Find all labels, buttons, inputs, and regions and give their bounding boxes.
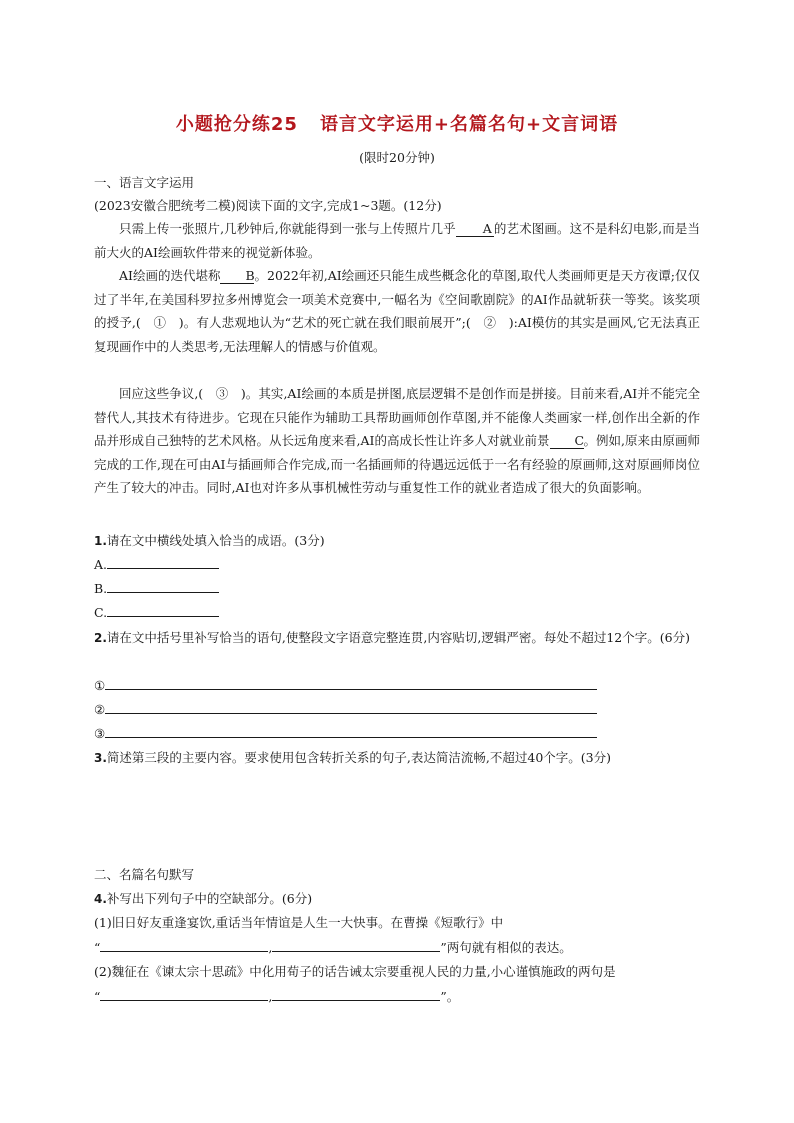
q4-s1-end: 两句就有相似的表达。 (446, 940, 572, 955)
answer-row-2 (94, 698, 700, 722)
close-quote-2: ”。 (440, 989, 460, 1004)
q4-text: 补写出下列句子中的空缺部分。(6分) (106, 891, 313, 906)
answer-row-c (94, 601, 700, 625)
answer-row-a (94, 553, 700, 577)
paragraph-2 (94, 264, 700, 358)
answer-row-1 (94, 674, 700, 698)
blank-c[interactable]: C (550, 433, 584, 449)
q2-text: 请在文中括号里补写恰当的语句,使整段文字语意完整连贯,内容贴切,逻辑严密。每处不超过12个字。(6分) (106, 630, 690, 645)
q4-line-1b[interactable] (272, 937, 440, 952)
p3-text-b: 。例如,原来由原画师完成的工作,现在可由AI与插画师合作完成,而一名插画师的待遇远远低于一名有经验的原画师,这对原画师岗位产生了较大的冲击。同时,AI也对许多从事机械性劳动与重复性工作的就业者造成了很大的负面影响。 (94, 433, 700, 496)
answer-line-1[interactable] (105, 675, 597, 690)
p1-text-b: 的艺术图画。这不是科幻电影,而是当前大火的AI绘画软件带来的视觉新体验。 (94, 221, 700, 260)
page-title (94, 110, 700, 136)
q4-number: 4. (94, 892, 107, 906)
q4-line-2a[interactable] (100, 986, 268, 1001)
question-4 (94, 887, 700, 912)
label-b: B. (94, 581, 108, 596)
p2-text-b: 。2022年初,AI绘画还只能生成些概念化的草图,取代人类画师更是天方夜谭;仅仅过了半年,在美国科罗拉多州博览会一项美术竞赛中,一幅名为《空间歌剧院》的AI作品就斩获一等奖。该奖项的授予,( ① )。有人悲观地认为“艺术的死亡就在我们眼前展开”;( ② ):AI模仿的其实是画风,它无法真正复现画作中的人类思考,无法理解人的情感与价值观。 (94, 268, 700, 354)
question-2 (94, 626, 700, 651)
answer-row-3 (94, 722, 700, 746)
answer-row-b (94, 577, 700, 601)
q4-sentence-1: (1)旧日好友重逢宴饮,重话当年情谊是人生一大快事。在曹操《短歌行》中 (94, 915, 504, 930)
p1-text-a: 只需上传一张照片,几秒钟后,你就能得到一张与上传照片几乎 (119, 221, 456, 236)
title-left: 小题抢分练25 (175, 114, 298, 135)
blank-b[interactable]: B (220, 268, 254, 284)
q4-sentence-2: (2)魏征在《谏太宗十思疏》中化用荀子的话告诫太宗要重视人民的力量,小心谨慎施政的两句是 (94, 964, 616, 979)
question-3 (94, 746, 700, 771)
q2-number: 2. (94, 631, 107, 645)
q4-line-1a[interactable] (100, 937, 268, 952)
q1-number: 1. (94, 534, 107, 548)
label-1: ① (94, 678, 106, 693)
title-right: 语言文字运用+名篇名句+文言词语 (319, 114, 619, 135)
open-quote-2: “ (94, 989, 101, 1004)
q3-text: 简述第三段的主要内容。要求使用包含转折关系的句子,表达简洁流畅,不超过40个字。(3分) (106, 750, 611, 765)
paragraph-1 (94, 217, 700, 264)
p3-text-a: 回应这些争议,( ③ )。其实,AI绘画的本质是拼图,底层逻辑不是创作而是拼接。目前来看,AI并不能完全替代人,其技术有待进步。它现在只能作为辅助工具帮助画师创作草图,并不能像人类画家一样,创作出全新的作品并形成自己独特的艺术风格。从长远角度来看,AI的高成长性让许多人对就业前景 (94, 386, 700, 449)
q4-line-2b[interactable] (272, 986, 440, 1001)
q3-number: 3. (94, 751, 107, 765)
answer-line-c[interactable] (107, 602, 219, 617)
q4-answer-row-2 (94, 985, 700, 1009)
close-quote-1: ” (440, 940, 447, 955)
answer-line-a[interactable] (107, 554, 219, 569)
open-quote-1: “ (94, 940, 101, 955)
answer-line-2[interactable] (105, 699, 597, 714)
label-2: ② (94, 702, 106, 717)
section2-heading: 二、名篇名句默写 (94, 867, 195, 882)
question-1 (94, 529, 700, 554)
comma-2: , (268, 989, 273, 1004)
q1-text: 请在文中横线处填入恰当的成语。(3分) (106, 533, 325, 548)
answer-line-b[interactable] (107, 578, 219, 593)
p2-text-a: AI绘画的迭代堪称 (119, 268, 221, 283)
answer-line-3[interactable] (105, 723, 597, 738)
source-line: (2023安徽合肥统考二模)阅读下面的文字,完成1~3题。(12分) (94, 198, 442, 213)
section1-heading: 一、语言文字运用 (94, 175, 195, 190)
comma-1: , (268, 940, 273, 955)
paragraph-3 (94, 382, 700, 500)
label-3: ③ (94, 726, 106, 741)
label-a: A. (94, 557, 108, 572)
q4-answer-row-1 (94, 936, 700, 960)
time-limit: (限时20分钟) (359, 150, 435, 165)
label-c: C. (94, 605, 108, 620)
blank-a[interactable]: A (456, 221, 494, 237)
